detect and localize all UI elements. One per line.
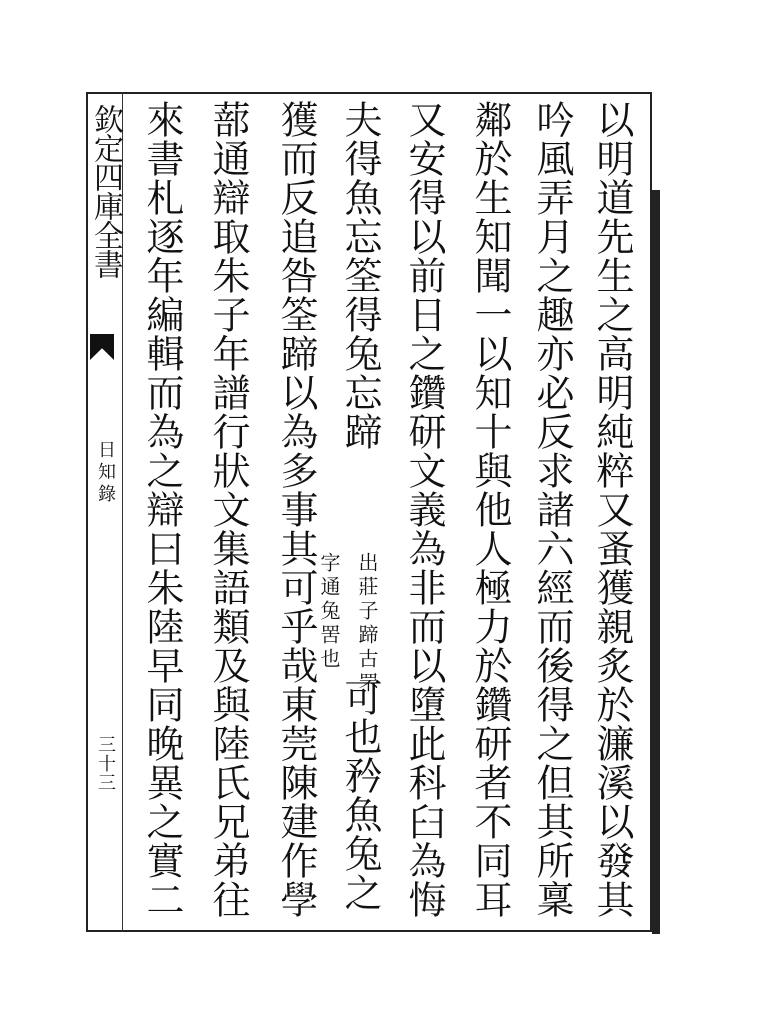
text-column-7: 蔀通辯取朱子年譜行狀文集語類及與陸氏兄弟往 [206,100,250,919]
text-column-5a: 夫得魚忘筌得兔忘蹄 [338,100,382,451]
margin-page-number: 三十三 [95,735,116,792]
annotation-right: 出莊子蹄古罘 [355,552,379,696]
text-column-8: 來書札逐年編輯而為之辯曰朱陸早同晚異之實二 [140,100,184,919]
text-column-5b: 可也矜魚兔之 [338,678,382,912]
margin-chapter-title: 日知錄 [95,440,116,506]
text-column-1: 以明道先生之高明純粹又蚤獲親炙於濂溪以發其 [590,100,634,919]
annotation-left: 字通兔罟也 [317,552,341,672]
text-column-6: 獲而反追咎筌蹄以為多事其可乎哉東莞陳建作學 [274,100,318,919]
text-column-3: 鄰於生知聞一以知十與他人極力於鑽研者不同耳 [468,100,512,919]
text-column-4: 又安得以前日之鑽研文義為非而以墮此科臼為悔 [402,100,446,919]
text-column-2: 吟風弄月之趣亦必反求諸六經而後得之但其所稟 [530,100,574,919]
page-edge-shadow [652,190,660,934]
margin-book-title: 欽定四庫全書 [88,104,123,278]
